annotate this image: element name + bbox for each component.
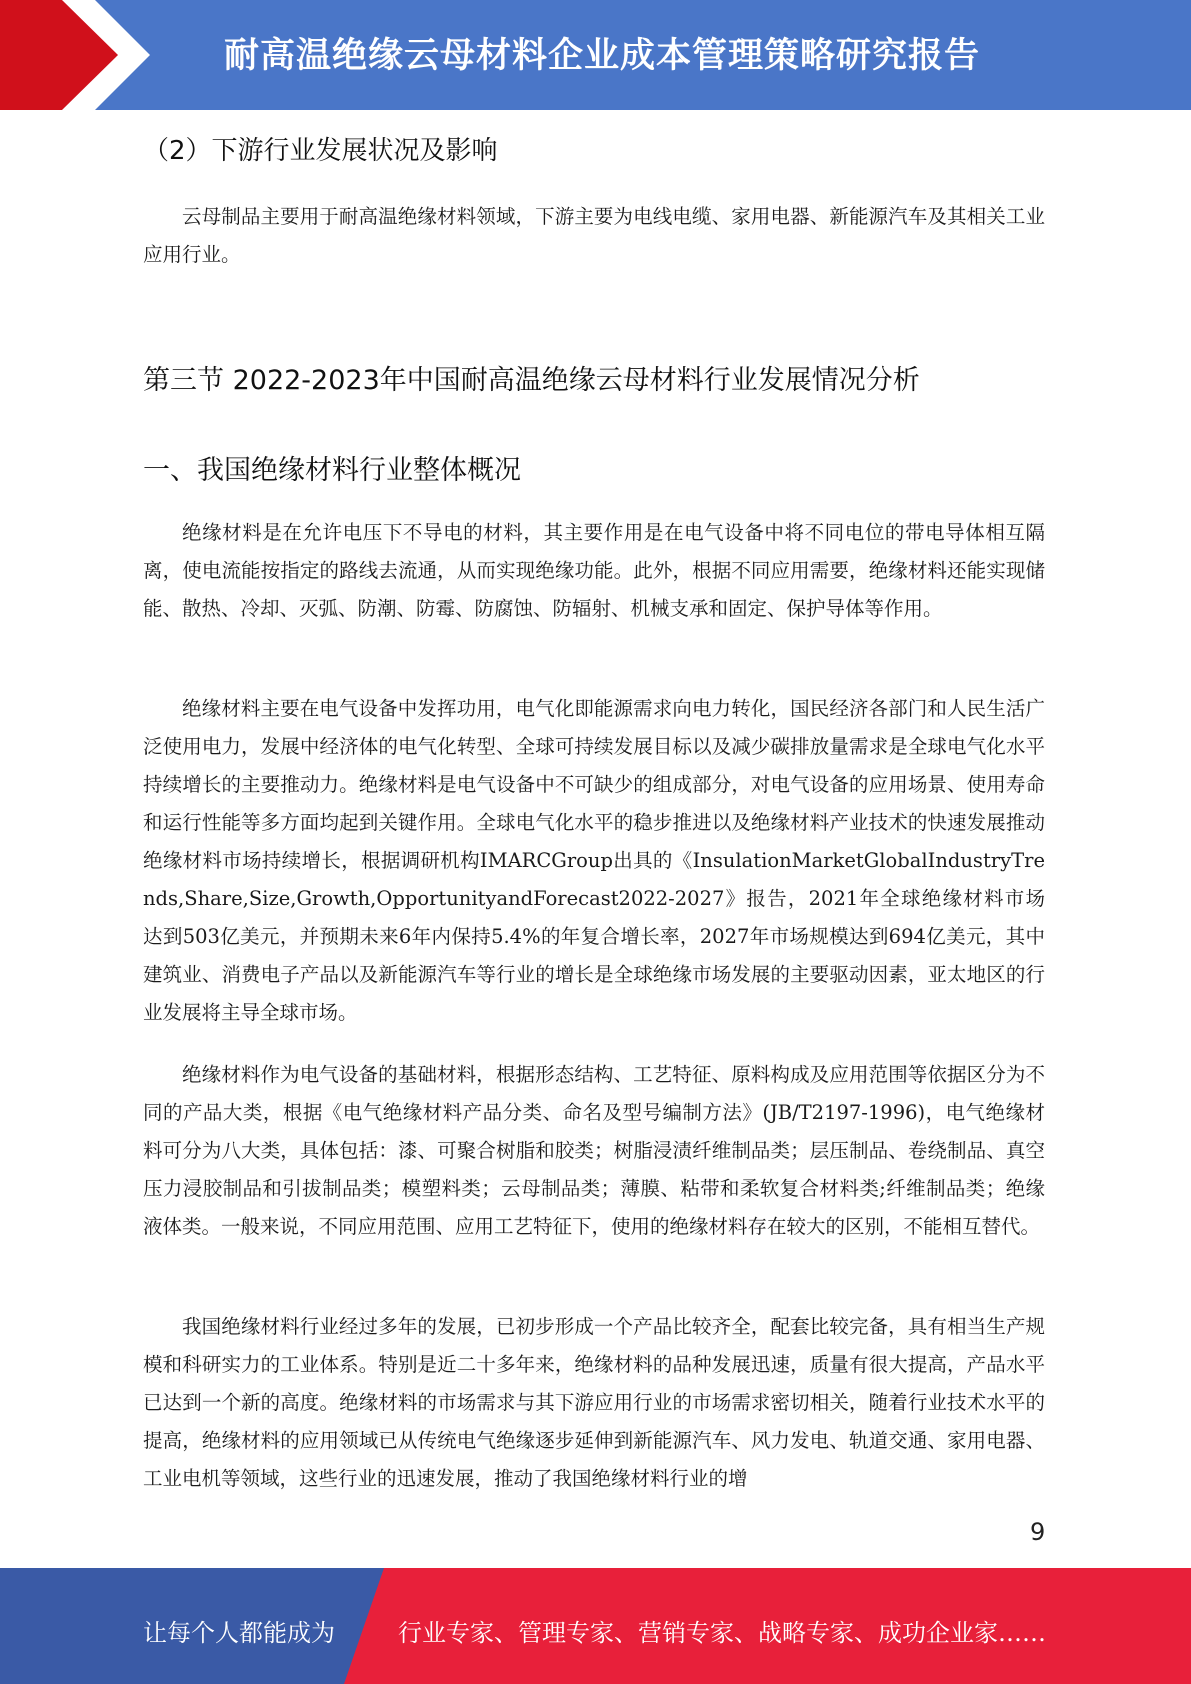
footer-slogan-left: 让每个人都能成为 xyxy=(143,1619,335,1647)
body-paragraph: 绝缘材料是在允许电压下不导电的材料，其主要作用是在电气设备中将不同电位的带电导体相互隔离，使电流能按指定的路线去流通，从而实现绝缘功能。此外，根据不同应用需要，绝缘材料还能实现储能、散热、冷却、灭弧、防潮、防霉、防腐蚀、防辐射、机械支承和固定、保护导体等作用。 xyxy=(143,521,1045,620)
footer-slogan-right: 行业专家、管理专家、营销专家、战略专家、成功企业家…… xyxy=(398,1619,1046,1647)
body-paragraph: 绝缘材料主要在电气设备中发挥功用，电气化即能源需求向电力转化，国民经济各部门和人民生活广泛使用电力，发展中经济体的电气化转型、全球可持续发展目标以及减少碳排放量需求是全球电气化水平持续增长的主要推动力。绝缘材料是电气设备中不可缺少的组成部分，对电气设备的应用场景、使用寿命和运行性能等多方面均起到关键作用。全球电气化水平的稳步推进以及绝缘材料产业技术的快速发展推动绝缘材料市场持续增长，根据调研机构IMARCGroup出具的《InsulationMarketGlobalIndustryTrends,Share,Size,Growth,OpportunityandForecast2022-2027》报告，2021年全球绝缘材料市场达到503亿美元，并预期未来6年内保持5.4%的年复合增长率，2027年市场规模达到694亿美元，其中建筑业、消费电子产品以及新能源汽车等行业的增长是全球绝缘市场发展的主要驱动因素，亚太地区的行业发展将主导全球市场。 xyxy=(143,697,1045,1024)
page-header xyxy=(0,0,1191,110)
body-paragraph: 绝缘材料作为电气设备的基础材料，根据形态结构、工艺特征、原料构成及应用范围等依据区分为不同的产品大类，根据《电气绝缘材料产品分类、命名及型号编制方法》(JB/T2197-1996)，电气绝缘材料可分为八大类，具体包括：漆、可聚合树脂和胶类；树脂浸渍纤维制品类；层压制品、卷绕制品、真空压力浸胶制品和引拔制品类；模塑料类；云母制品类；薄膜、粘带和柔软复合材料类;纤维制品类；绝缘液体类。一般来说，不同应用范围、应用工艺特征下，使用的绝缘材料存在较大的区别，不能相互替代。 xyxy=(143,1063,1045,1238)
body-paragraph: 我国绝缘材料行业经过多年的发展，已初步形成一个产品比较齐全，配套比较完备，具有相当生产规模和科研实力的工业体系。特别是近二十多年来，绝缘材料的品种发展迅速，质量有很大提高，产品水平已达到一个新的高度。绝缘材料的市场需求与其下游应用行业的市场需求密切相关，随着行业技术水平的提高，绝缘材料的应用领域已从传统电气绝缘逐步延伸到新能源汽车、风力发电、轨道交通、家用电器、工业电机等领域，这些行业的迅速发展，推动了我国绝缘材料行业的增 xyxy=(143,1315,1045,1490)
header-title: 耐高温绝缘云母材料企业成本管理策略研究报告 xyxy=(224,36,981,76)
subheading: 一、我国绝缘材料行业整体概况 xyxy=(143,455,521,486)
page-number: 9 xyxy=(1030,1518,1046,1546)
section-title: 第三节 2022-2023年中国耐高温绝缘云母材料行业发展情况分析 xyxy=(143,365,920,396)
subsection-title: （2）下游行业发展状况及影响 xyxy=(143,136,498,166)
page-footer xyxy=(0,1568,1191,1684)
intro-paragraph: 云母制品主要用于耐高温绝缘材料领域，下游主要为电线电缆、家用电器、新能源汽车及其相关工业应用行业。 xyxy=(143,205,1045,266)
